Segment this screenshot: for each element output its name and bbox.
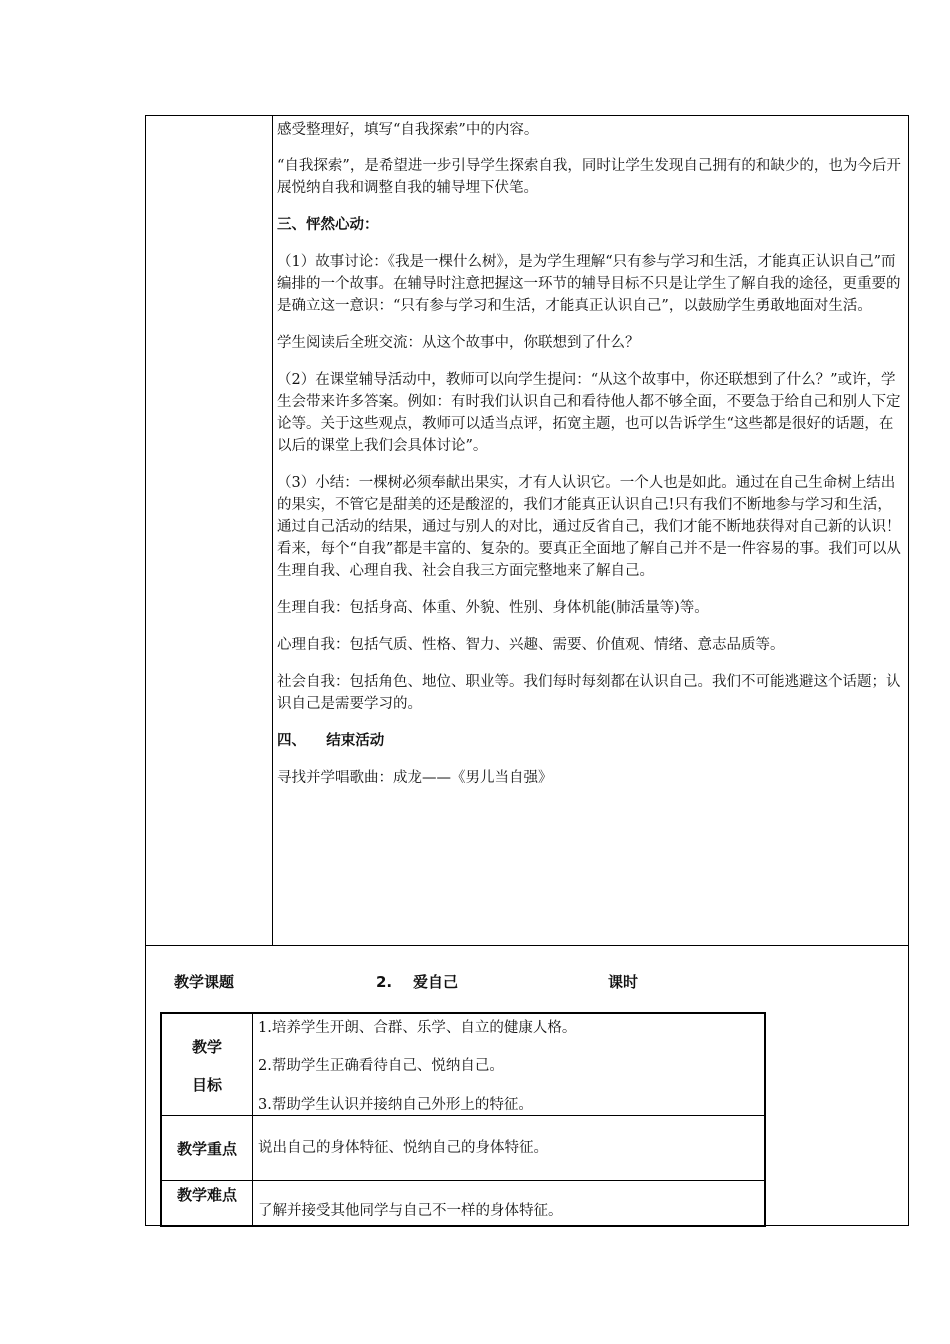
period-label: 课时: [608, 973, 639, 991]
paragraph: （1）故事讨论：《我是一棵什么树》，是为学生理解“只有参与学习和生活，才能真正认识自己”而编排的一个故事。在辅导时注意把握这一环节的辅导目标不只是让学生了解自我的途径，更重要的是确立这一意识：“只有参与学习和生活，才能真正认识自己”，以鼓励学生勇敢地面对生活。: [277, 254, 901, 314]
key-value: 说出自己的身体特征、悦纳自己的身体特征。: [258, 1140, 548, 1156]
goal-item: 1.培养学生开朗、合群、乐学、自立的健康人格。: [258, 1020, 577, 1036]
key-label: 教学重点: [176, 1140, 237, 1158]
difficulty-value: 了解并接受其他同学与自己不一样的身体特征。: [258, 1203, 563, 1219]
paragraph: （2）在课堂辅导活动中，教师可以向学生提问：“从这个故事中，你还联想到了什么？”或许，学生会带来许多答案。例如：有时我们认识自己和看待他人都不够全面，不要急于给自己和别人下定论等。关于这些观点，教师可以适当点评，拓宽主题，也可以告诉学生“这些都是很好的话题，在以后的课堂上我们会具体讨论”。: [277, 372, 901, 454]
lesson-plan-table: [145, 115, 909, 1226]
section-heading: 四、 结束活动: [277, 732, 385, 749]
goal-item: 2.帮助学生正确看待自己、悦纳自己。: [258, 1058, 504, 1074]
paragraph: 心理自我：包括气质、性格、智力、兴趣、需要、价值观、情绪、意志品质等。: [277, 637, 785, 653]
lesson-body: [277, 119, 905, 804]
goals-label-1: 教学: [191, 1038, 222, 1056]
paragraph: 寻找并学唱歌曲：成龙——《男儿当自强》: [277, 770, 553, 786]
label-column-divider: [252, 1014, 253, 1225]
paragraph: 社会自我：包括角色、地位、职业等。我们每时每刻都在认识自己。我们不可能逃避这个话题；认识自己是需要学习的。: [277, 674, 901, 712]
difficulty-label: 教学难点: [176, 1186, 237, 1204]
section-heading: 三、怦然心动：: [277, 216, 379, 233]
column-divider: [272, 116, 273, 945]
goal-item: 3.帮助学生认识并接纳自己外形上的特征。: [258, 1097, 533, 1113]
row-divider: [146, 945, 908, 946]
goals-label-2: 目标: [191, 1076, 222, 1094]
topic-value: 2. 爱自己: [376, 973, 459, 991]
objectives-table: [160, 1012, 766, 1227]
paragraph: “自我探索”，是希望进一步引导学生探索自我，同时让学生发现自己拥有的和缺少的，也为今后开展悦纳自我和调整自我的辅导埋下伏笔。: [277, 158, 901, 196]
paragraph: （3）小结：一棵树必须奉献出果实，才有人认识它。一个人也是如此。通过在自己生命树上结出的果实，不管它是甜美的还是酸涩的，我们才能真正认识自己!只有我们不断地参与学习和生活，通过自己活动的结果，通过与别人的对比，通过反省自己，我们才能不断地获得对自己新的认识！看来，每个“自我”都是丰富的、复杂的。要真正全面地了解自己并不是一件容易的事。我们可以从生理自我、心理自我、社会自我三方面完整地来了解自己。: [277, 475, 901, 579]
paragraph: 学生阅读后全班交流：从这个故事中，你联想到了什么？: [277, 335, 640, 351]
topic-label: 教学课题: [174, 973, 235, 991]
paragraph: 感受整理好，填写“自我探索”中的内容。: [277, 122, 539, 138]
paragraph: 生理自我：包括身高、体重、外貌、性别、身体机能(肺活量等)等。: [277, 600, 709, 616]
